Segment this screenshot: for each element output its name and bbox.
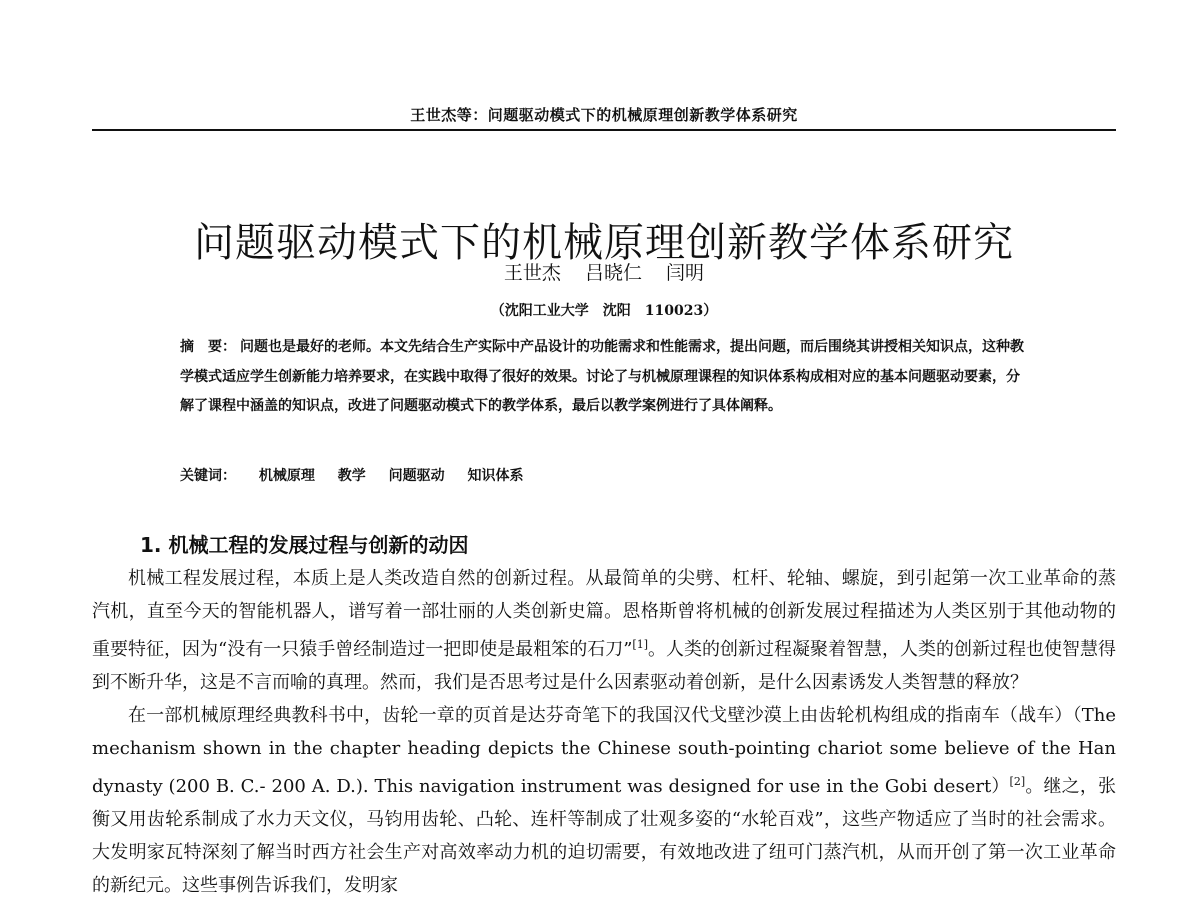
- author-name: 王世杰: [503, 262, 561, 284]
- paragraph-text: 。人类的创新过程凝聚着智慧，人类的创新过程也使智慧得到不断升华，这是不言而喻的真理。然而，我们是否思考过是什么因素驱动着创新，是什么因素诱发人类智慧的释放？: [92, 639, 1116, 693]
- abstract: [180, 333, 1030, 422]
- body-paragraph: [92, 562, 1116, 699]
- section-heading: 1. 机械工程的发展过程与创新的动因: [140, 532, 469, 557]
- keyword: 知识体系: [467, 468, 524, 484]
- citation-ref: [2]: [1009, 775, 1026, 788]
- keyword: 教学: [337, 468, 366, 484]
- running-header: 王世杰等：问题驱动模式下的机械原理创新教学体系研究: [410, 106, 798, 124]
- paragraph-text: 。继之，张衡又用齿轮系制成了水力天文仪，马钧用齿轮、凸轮、连杆等制成了壮观多姿的“水轮百戏”，这些产物适应了当时的社会需求。大发明家瓦特深刻了解当时西方社会生产对高效率动力机的迫切需要，有效地改进了纽可门蒸汽机，从而开创了第一次工业革命的新纪元。这些事例告诉我们，发明家: [92, 776, 1117, 896]
- keyword: 问题驱动: [388, 468, 445, 484]
- keywords: [180, 465, 1030, 485]
- header-rule: [92, 129, 1116, 131]
- authors: [92, 258, 1116, 285]
- citation-ref: [1]: [632, 638, 648, 651]
- abstract-label: 摘 要：: [180, 339, 236, 355]
- body-paragraph: [92, 699, 1116, 902]
- body-text: [92, 562, 1116, 902]
- keyword: 机械原理: [258, 468, 315, 484]
- keywords-label: 关键词：: [180, 468, 236, 484]
- paper-title: 问题驱动模式下的机械原理创新教学体系研究: [194, 219, 1014, 266]
- abstract-text: 问题也是最好的老师。本文先结合生产实际中产品设计的功能需求和性能需求，提出问题，而后围绕其讲授相关知识点，这种教学模式适应学生创新能力培养要求，在实践中取得了很好的效果。讨论了与机械原理课程的知识体系构成相对应的基本问题驱动要素，分解了课程中涵盖的知识点，改进了问题驱动模式下的教学体系，最后以教学案例进行了具体阐释。: [180, 339, 1024, 414]
- paragraph-text: 机械工程发展过程，本质上是人类改造自然的创新过程。从最简单的尖劈、杠杆、轮轴、螺旋，到引起第一次工业革命的蒸汽机，直至今天的智能机器人，谱写着一部壮丽的人类创新史篇。恩格斯曾将机械的创新发展过程描述为人类区别于其他动物的重要特征，因为“没有一只猿手曾经制造过一把即使是最粗笨的石刀”: [92, 568, 1116, 660]
- affiliation: （沈阳工业大学 沈阳 110023）: [490, 303, 718, 319]
- author-name: 吕晓仁: [584, 262, 642, 284]
- paragraph-text: 在一部机械原理经典教科书中，齿轮一章的页首是达芬奇笔下的我国汉代戈壁沙漠上由齿轮机构组成的指南车（战车）（The mechanism shown in the chapter heading depicts the Chinese south-pointing chariot some believe of the Han dynasty (200 B. C.- 200 A. D.). This navigation instrument was designed for use in the Gobi desert）: [92, 705, 1116, 797]
- author-name: 闫明: [666, 262, 705, 284]
